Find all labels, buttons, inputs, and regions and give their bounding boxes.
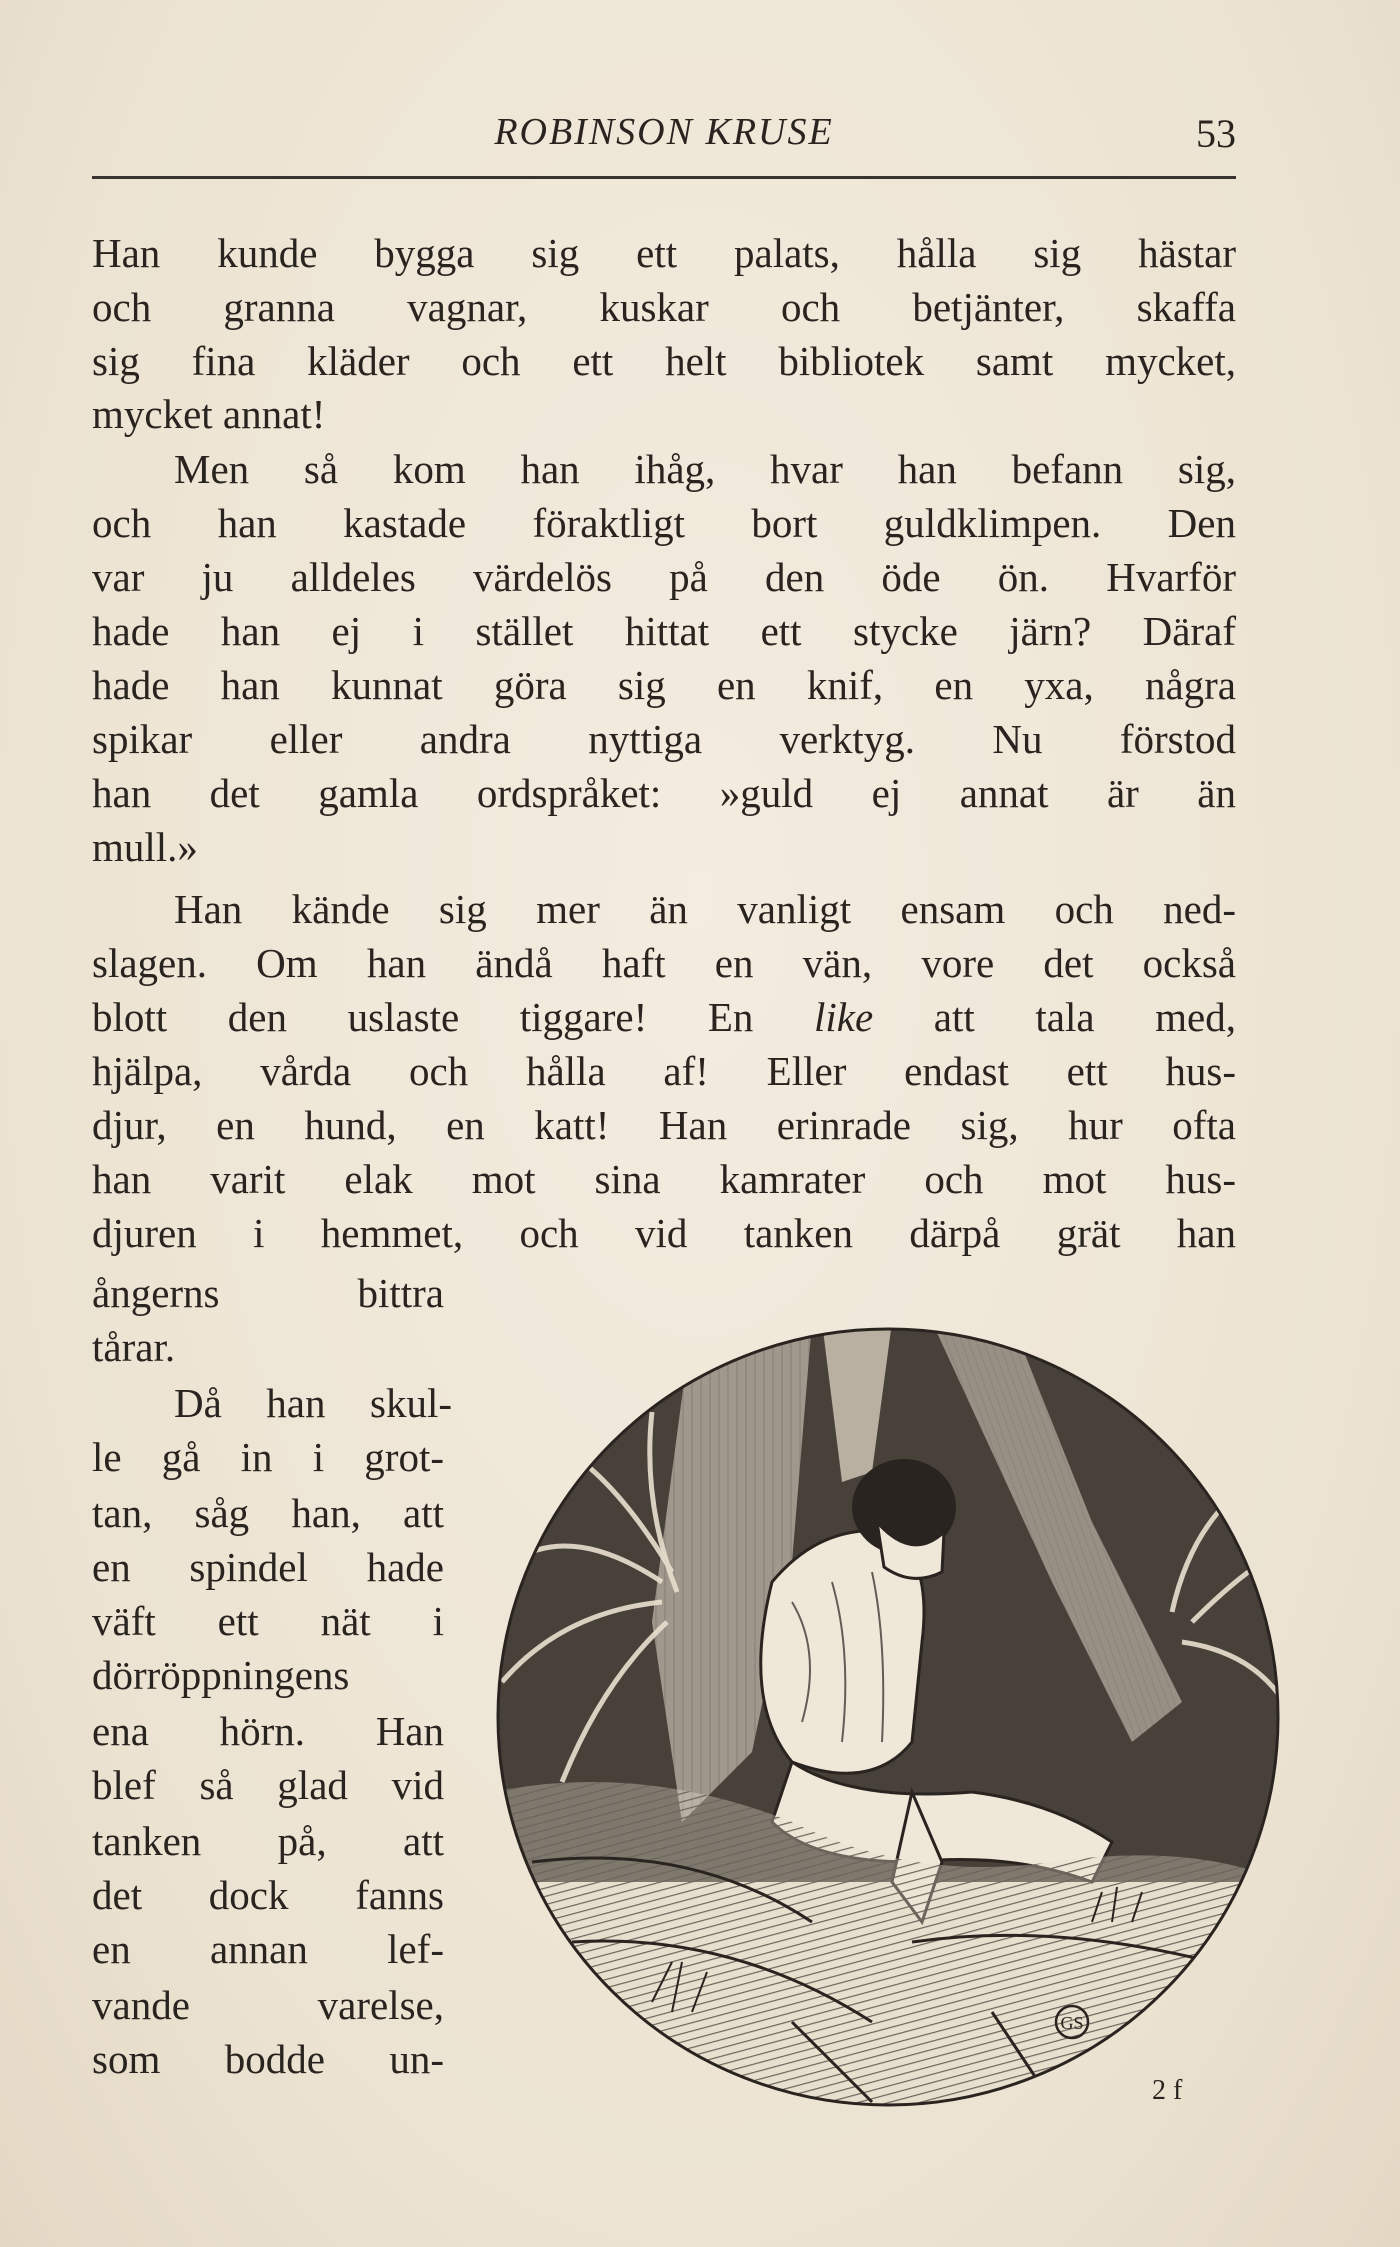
engraving-illustration xyxy=(492,1322,1284,2112)
text-line: hjälpa, vårda och hålla af! Eller endast ett hus- xyxy=(92,1048,1236,1094)
circular-illustration-man-in-jungle xyxy=(492,1322,1284,2112)
header-rule xyxy=(92,176,1236,179)
text-line: hade han ej i stället hittat ett stycke järn? Däraf xyxy=(92,608,1236,654)
text-run: att tala med, xyxy=(873,994,1236,1040)
text-run: blott den uslaste tiggare! En xyxy=(92,994,814,1040)
text-line: slagen. Om han ändå haft en vän, vore det också xyxy=(92,940,1236,986)
text-line: en spindel hade xyxy=(92,1544,444,1590)
text-line: spikar eller andra nyttiga verktyg. Nu förstod xyxy=(92,716,1236,762)
text-line: Då han skul- xyxy=(174,1380,452,1426)
text-line: vande varelse, xyxy=(92,1982,444,2028)
text-line: sig fina kläder och ett helt bibliotek samt mycket, xyxy=(92,338,1236,384)
text-line: ångerns bittra xyxy=(92,1270,444,1316)
text-line: han varit elak mot sina kamrater och mot hus- xyxy=(92,1156,1236,1202)
text-line: en annan lef- xyxy=(92,1926,444,1972)
text-line: tanken på, att xyxy=(92,1818,444,1864)
text-line: blef så glad vid xyxy=(92,1762,444,1808)
text-line: tårar. xyxy=(92,1324,176,1370)
text-line: mull.» xyxy=(92,824,198,870)
text-line: det dock fanns xyxy=(92,1872,444,1918)
text-line: och han kastade föraktligt bort guldklimpen. Den xyxy=(92,500,1236,546)
text-line: dörröppningens xyxy=(92,1652,350,1698)
italic-word: like xyxy=(814,994,874,1040)
text-line xyxy=(92,992,1236,1042)
text-line: hade han kunnat göra sig en knif, en yxa, några xyxy=(92,662,1236,708)
page-number: 53 xyxy=(1196,111,1236,156)
text-line: väft ett nät i xyxy=(92,1598,444,1644)
text-line: tan, såg han, att xyxy=(92,1490,444,1536)
monogram-text: GS xyxy=(1060,2013,1084,2033)
text-line: som bodde un- xyxy=(92,2036,444,2082)
text-line: han det gamla ordspråket: »guld ej annat är än xyxy=(92,770,1236,816)
text-line: djuren i hemmet, och vid tanken därpå grät han xyxy=(92,1210,1236,1256)
text-line: Men så kom han ihåg, hvar han befann sig, xyxy=(174,446,1236,492)
running-head xyxy=(92,110,1236,154)
running-title: ROBINSON KRUSE xyxy=(494,111,834,153)
text-line: Han kände sig mer än vanligt ensam och ned- xyxy=(174,886,1236,932)
printer-signature-mark: 2 f xyxy=(1152,2075,1183,2106)
text-line: le gå in i grot- xyxy=(92,1434,444,1480)
text-line: mycket annat! xyxy=(92,391,326,437)
text-line: ena hörn. Han xyxy=(92,1708,444,1754)
text-line: djur, en hund, en katt! Han erinrade sig, hur ofta xyxy=(92,1102,1236,1148)
text-line: Han kunde bygga sig ett palats, hålla sig hästar xyxy=(92,230,1236,276)
text-line: var ju alldeles värdelös på den öde ön. Hvarför xyxy=(92,554,1236,600)
text-line: och granna vagnar, kuskar och betjänter, skaffa xyxy=(92,284,1236,330)
